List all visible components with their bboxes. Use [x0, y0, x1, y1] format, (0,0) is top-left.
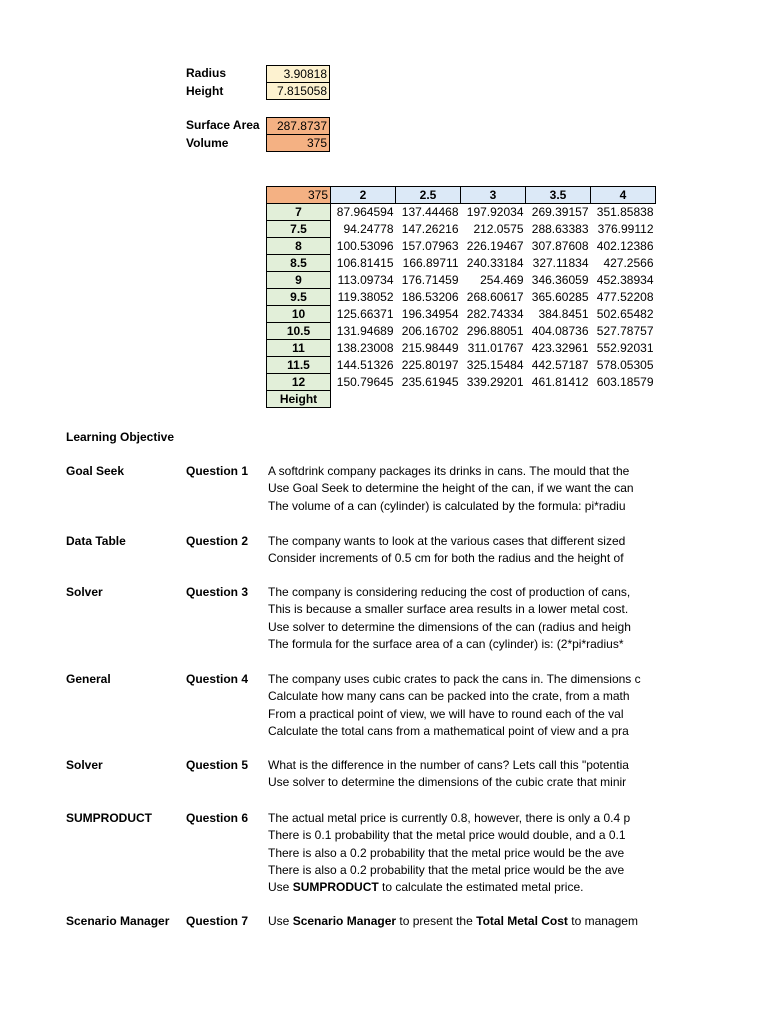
table-cell[interactable]: 351.85838: [596, 205, 654, 220]
question-text-line: Use solver to determine the dimensions of the can (radius and heigh: [268, 619, 631, 634]
question-text-line: [268, 880, 583, 894]
table-row: [267, 289, 656, 306]
question-text-line: Calculate the total cans from a mathematical point of view and a pra: [268, 723, 629, 738]
table-cell[interactable]: 137.44468: [401, 205, 459, 220]
question-text-line: Use Goal Seek to determine the height of the can, if we want the can: [268, 481, 634, 496]
radius-column-header[interactable]: 3: [461, 187, 526, 204]
height-row-header[interactable]: 7: [267, 204, 331, 221]
height-row-header[interactable]: 10: [267, 306, 331, 323]
height-row-header[interactable]: 9: [267, 272, 331, 289]
radius-cell[interactable]: 3.90818: [266, 65, 330, 83]
table-header-row: [267, 187, 656, 204]
text-fragment: to calculate the estimated metal price.: [378, 880, 584, 895]
table-cell[interactable]: 327.11834: [532, 256, 589, 270]
radius-column-header[interactable]: 3.5: [526, 187, 591, 204]
question-text-line: [268, 914, 638, 928]
text-fragment: to managem: [567, 914, 638, 928]
table-cell[interactable]: 157.07963: [401, 239, 459, 253]
learning-objective-heading: Learning Objective: [66, 430, 175, 444]
table-cell[interactable]: 339.29201: [466, 375, 524, 389]
volume-label: Volume: [186, 136, 229, 150]
text-fragment: Use: [268, 880, 293, 895]
section-label: Data Table: [66, 534, 126, 548]
table-cell[interactable]: 427.2566: [603, 256, 654, 270]
table-cell[interactable]: 186.53206: [401, 290, 459, 304]
question-number: Question 2: [186, 534, 249, 548]
section-label: Solver: [66, 585, 103, 599]
question-text-line: The company uses cubic crates to pack the cans in. The dimensions c: [268, 672, 641, 686]
table-cell[interactable]: 578.05305: [596, 358, 654, 372]
question-text-line: The volume of a can (cylinder) is calculated by the formula: pi*radiu: [268, 498, 626, 513]
question-text-line: There is 0.1 probability that the metal price would double, and a 0.1: [268, 828, 626, 843]
question-text-line: Calculate how many cans can be packed into the crate, from a math: [268, 689, 630, 704]
bold-fragment: Scenario Manager: [292, 914, 397, 928]
table-cell[interactable]: 477.52208: [596, 290, 654, 304]
table-cell[interactable]: 254.469: [480, 273, 524, 287]
height-label: Height: [186, 84, 224, 98]
table-cell[interactable]: 346.36059: [531, 273, 589, 287]
table-row: [267, 238, 656, 255]
question-number: Question 3: [186, 585, 249, 599]
height-cell[interactable]: 7.815058: [266, 82, 330, 100]
table-cell[interactable]: 225.80197: [401, 358, 459, 372]
question-text-line: What is the difference in the number of cans? Lets call this "potentia: [268, 758, 629, 772]
question-number: Question 6: [186, 811, 249, 825]
question-text-line: Consider increments of 0.5 cm for both the radius and the height of: [268, 551, 624, 566]
table-cell[interactable]: 376.99112: [597, 222, 654, 236]
table-cell[interactable]: 125.66371: [336, 307, 394, 321]
table-cell[interactable]: 365.60285: [531, 290, 589, 304]
table-cell[interactable]: 384.8451: [538, 307, 589, 321]
question-number: Question 7: [186, 914, 249, 928]
table-cell[interactable]: 296.88051: [466, 324, 524, 338]
table-cell[interactable]: 311.01767: [467, 341, 524, 355]
surface-area-cell[interactable]: 287.8737: [266, 117, 330, 135]
section-label: Goal Seek: [66, 464, 125, 478]
table-cell[interactable]: 404.08736: [531, 324, 589, 338]
radius-column-header[interactable]: 2: [331, 187, 396, 204]
table-cell[interactable]: 452.38934: [596, 273, 654, 287]
surface-area-label: Surface Area: [186, 118, 260, 132]
question-text-line: Use solver to determine the dimensions of the cubic crate that minir: [268, 775, 627, 790]
section-label: SUMPRODUCT: [66, 811, 152, 825]
table-row: [267, 374, 656, 391]
question-number: Question 4: [186, 672, 249, 686]
section-label: Scenario Manager: [66, 914, 170, 928]
question-text-line: A softdrink company packages its drinks in cans. The mould that the: [268, 464, 630, 478]
table-cell[interactable]: 147.26216: [401, 222, 459, 236]
table-cell[interactable]: 113.09734: [337, 273, 394, 287]
table-cell[interactable]: 325.15484: [466, 358, 524, 372]
table-cell[interactable]: 196.34954: [401, 307, 459, 321]
table-cell[interactable]: 166.89711: [402, 256, 459, 270]
data-table: [266, 186, 656, 408]
question-number: Question 5: [186, 758, 249, 772]
table-cell[interactable]: 87.964594: [336, 205, 394, 220]
table-cell[interactable]: 502.65482: [596, 307, 654, 321]
volume-cell[interactable]: 375: [266, 134, 330, 152]
text-fragment: Use: [268, 914, 293, 928]
table-cell[interactable]: 144.51326: [336, 358, 394, 372]
table-cell[interactable]: 442.57187: [531, 358, 589, 372]
table-cell[interactable]: 603.18579: [596, 375, 654, 389]
table-cell[interactable]: 552.92031: [596, 341, 654, 355]
table-cell[interactable]: 100.53096: [336, 239, 394, 253]
table-cell[interactable]: 240.33184: [466, 256, 524, 270]
question-text-line: The actual metal price is currently 0.8, however, there is only a 0.4 p: [268, 811, 631, 825]
height-row-header[interactable]: 12: [267, 374, 331, 391]
bold-fragment: Total Metal Cost: [476, 914, 568, 928]
section-label: Solver: [66, 758, 103, 772]
question-text-line: There is also a 0.2 probability that the metal price would be the ave: [268, 862, 625, 877]
table-row: [267, 221, 656, 238]
table-cell[interactable]: 197.92034: [466, 205, 524, 220]
table-cell[interactable]: 282.74334: [466, 307, 524, 321]
height-row-header[interactable]: 9.5: [267, 289, 331, 306]
height-row-header[interactable]: 11.5: [267, 357, 331, 374]
table-cell[interactable]: 461.81412: [531, 375, 589, 389]
question-text-line: The formula for the surface area of a can (cylinder) is: (2*pi*radius*: [268, 636, 624, 651]
table-cell[interactable]: 131.94689: [336, 324, 394, 338]
table-cell[interactable]: 527.78757: [596, 324, 654, 338]
table-row: [267, 272, 656, 289]
table-cell[interactable]: 268.60617: [466, 290, 524, 304]
table-cell[interactable]: 94.24778: [343, 222, 394, 236]
table-cell[interactable]: 150.79645: [336, 375, 394, 389]
question-text-line: The company wants to look at the various cases that different sized: [268, 534, 626, 548]
bold-fragment: SUMPRODUCT: [292, 880, 379, 895]
table-cell[interactable]: 176.71459: [401, 273, 459, 287]
radius-column-header[interactable]: 2.5: [396, 187, 461, 204]
table-cell[interactable]: 423.32961: [531, 341, 589, 355]
height-row-header[interactable]: 7.5: [267, 221, 331, 238]
table-cell[interactable]: 269.39157: [531, 205, 589, 220]
section-label: General: [66, 672, 111, 686]
table-row: [267, 357, 656, 374]
text-fragment: to present the: [396, 914, 477, 928]
question-text-line: This is because a smaller surface area results in a lower metal cost.: [268, 602, 629, 617]
table-corner-cell[interactable]: 375: [267, 187, 331, 204]
height-footer-cell[interactable]: Height: [267, 391, 331, 408]
table-cell[interactable]: 212.0575: [473, 222, 524, 236]
height-row-header[interactable]: 8.5: [267, 255, 331, 272]
table-cell[interactable]: 307.87608: [531, 239, 589, 253]
question-number: Question 1: [186, 464, 249, 478]
height-row-header[interactable]: 8: [267, 238, 331, 255]
table-cell[interactable]: 288.63383: [531, 222, 589, 236]
table-cell[interactable]: 138.23008: [336, 341, 394, 355]
table-cell[interactable]: 235.61945: [401, 375, 459, 389]
table-cell[interactable]: 106.81415: [336, 256, 394, 270]
table-row: [267, 204, 656, 221]
table-cell[interactable]: 206.16702: [401, 324, 459, 338]
table-row: [267, 323, 656, 340]
table-cell[interactable]: 226.19467: [466, 239, 524, 253]
table-cell[interactable]: 402.12386: [596, 239, 654, 253]
table-cell[interactable]: 119.38052: [337, 290, 394, 304]
question-text-line: There is also a 0.2 probability that the metal price would be the ave: [268, 845, 625, 860]
height-row-header[interactable]: 11: [267, 340, 331, 357]
height-row-header[interactable]: 10.5: [267, 323, 331, 340]
table-row: [267, 255, 656, 272]
radius-column-header[interactable]: 4: [591, 187, 656, 204]
table-row: [267, 340, 656, 357]
radius-label: Radius: [186, 66, 227, 80]
question-text-line: The company is considering reducing the cost of production of cans,: [268, 585, 631, 599]
table-row: [267, 306, 656, 323]
question-text-line: From a practical point of view, we will have to round each of the val: [268, 706, 624, 721]
table-cell[interactable]: 215.98449: [401, 341, 459, 355]
